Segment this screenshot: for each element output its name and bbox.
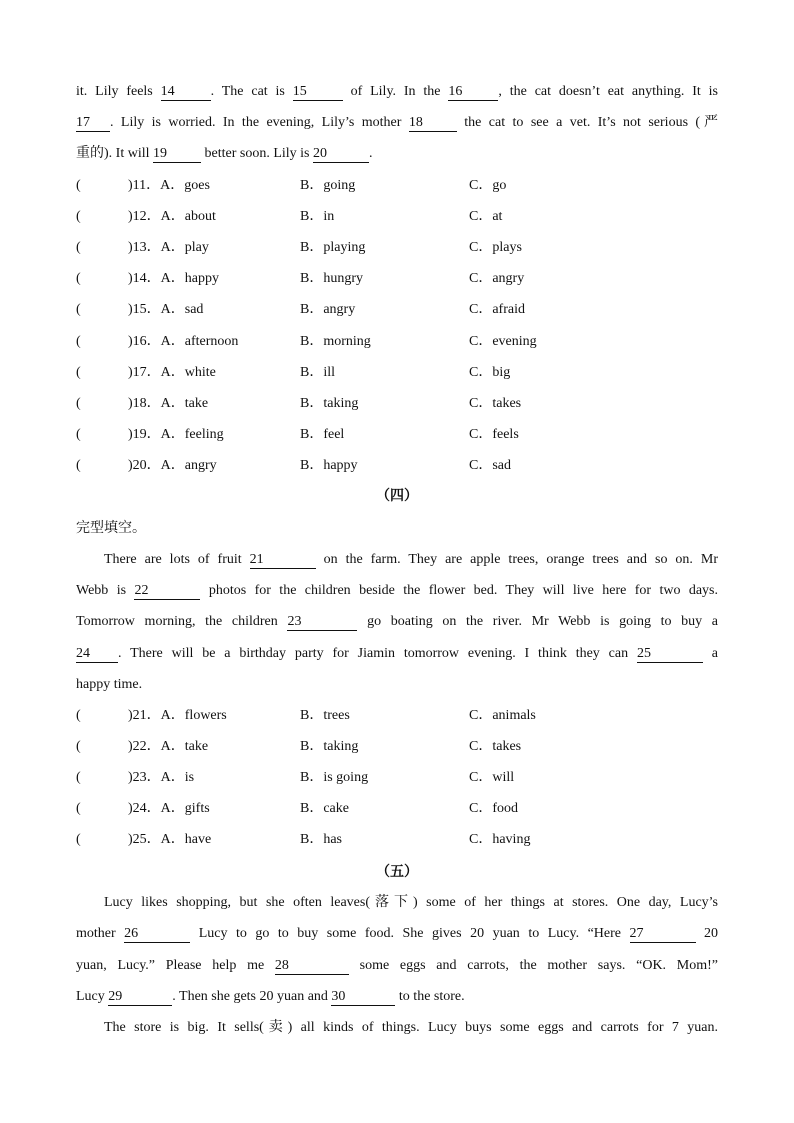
question-number-option-a: )15．A．sad bbox=[128, 302, 204, 318]
answer-bracket[interactable]: ( bbox=[76, 457, 81, 473]
answer-bracket[interactable]: ( bbox=[76, 801, 81, 817]
blank-26[interactable]: 26 bbox=[124, 926, 190, 943]
option-b: B．in bbox=[300, 209, 335, 225]
option-b: B．playing bbox=[300, 240, 366, 256]
question-number-option-a: )18．A．take bbox=[128, 395, 209, 411]
passage3-line-3: 重的). It will 19 better soon. Lily is 20 . bbox=[76, 146, 373, 161]
question-number-option-a: )17．A．white bbox=[128, 364, 216, 380]
option-b: B．angry bbox=[300, 302, 356, 318]
option-b: B．taking bbox=[300, 739, 359, 755]
answer-bracket[interactable]: ( bbox=[76, 271, 81, 287]
answer-bracket[interactable]: ( bbox=[76, 209, 81, 225]
option-b: B．has bbox=[300, 832, 342, 848]
answer-bracket[interactable]: ( bbox=[76, 240, 81, 256]
answer-bracket[interactable]: ( bbox=[76, 832, 81, 848]
blank-23[interactable]: 23 bbox=[287, 614, 357, 631]
section4-line-1: There are lots of fruit 21 on the farm. They are apple trees, orange trees and so on. Mr bbox=[104, 552, 719, 567]
option-b: B．feel bbox=[300, 426, 345, 442]
question-row bbox=[76, 394, 718, 414]
option-b: B．ill bbox=[300, 364, 336, 380]
section5-line-3: yuan, Lucy.” Please help me 28 some eggs and carrots, the mother says. “OK. Mom!” bbox=[76, 958, 718, 973]
option-c: C．takes bbox=[469, 395, 522, 411]
section5-line-2: mother 26 Lucy to go to buy some food. She gives 20 yuan to Lucy. “Here 27 20 bbox=[76, 926, 719, 941]
question-row bbox=[76, 799, 718, 819]
answer-bracket[interactable]: ( bbox=[76, 426, 81, 442]
question-row bbox=[76, 269, 718, 289]
question-row bbox=[76, 830, 718, 850]
answer-bracket[interactable]: ( bbox=[76, 708, 81, 723]
option-c: C．plays bbox=[469, 240, 522, 256]
answer-bracket[interactable]: ( bbox=[76, 333, 81, 349]
blank-27[interactable]: 27 bbox=[630, 926, 696, 943]
question-number-option-a: )24．A．gifts bbox=[128, 801, 210, 817]
option-c: C．evening bbox=[469, 333, 537, 349]
answer-bracket[interactable]: ( bbox=[76, 302, 81, 318]
option-b: B．morning bbox=[300, 333, 371, 349]
blank-19[interactable]: 19 bbox=[153, 146, 201, 163]
blank-17[interactable]: 17 bbox=[76, 115, 110, 132]
blank-18[interactable]: 18 bbox=[409, 115, 457, 132]
option-c: C．animals bbox=[469, 708, 536, 723]
option-b: B．is going bbox=[300, 770, 369, 786]
option-c: C．will bbox=[469, 770, 515, 786]
option-b: B．hungry bbox=[300, 271, 363, 287]
answer-bracket[interactable]: ( bbox=[76, 770, 81, 786]
question-row bbox=[76, 176, 718, 196]
question-number-option-a: )14．A．happy bbox=[128, 271, 219, 287]
section4-line-3: Tomorrow morning, the children 23 go boating on the river. Mr Webb is going to buy a bbox=[76, 614, 719, 629]
question-number-option-a: )23．A．is bbox=[128, 770, 195, 786]
option-c: C．go bbox=[469, 178, 507, 193]
blank-20[interactable]: 20 bbox=[313, 146, 369, 163]
blank-16[interactable]: 16 bbox=[448, 84, 498, 101]
blank-14[interactable]: 14 bbox=[161, 84, 211, 101]
option-b: B．taking bbox=[300, 395, 359, 411]
option-c: C．angry bbox=[469, 271, 525, 287]
option-c: C．at bbox=[469, 209, 503, 225]
question-number-option-a: )25．A．have bbox=[128, 832, 212, 848]
option-b: B．trees bbox=[300, 708, 350, 723]
option-c: C．food bbox=[469, 801, 518, 817]
option-c: C．takes bbox=[469, 739, 522, 755]
question-number-option-a: )13．A．play bbox=[128, 240, 209, 256]
option-c: C．big bbox=[469, 364, 511, 380]
option-b: B．going bbox=[300, 178, 356, 193]
answer-bracket[interactable]: ( bbox=[76, 178, 81, 193]
answer-bracket[interactable]: ( bbox=[76, 739, 81, 755]
option-c: C．feels bbox=[469, 426, 519, 442]
section4-heading: （四） bbox=[376, 488, 418, 504]
section5-line-4: Lucy 29 . Then she gets 20 yuan and 30 to the store. bbox=[76, 989, 465, 1004]
question-row bbox=[76, 737, 718, 757]
section5-heading: （五） bbox=[376, 864, 418, 880]
option-b: B．cake bbox=[300, 801, 349, 817]
question-row bbox=[76, 425, 718, 445]
blank-24[interactable]: 24 bbox=[76, 646, 118, 663]
blank-21[interactable]: 21 bbox=[250, 552, 316, 569]
blank-29[interactable]: 29 bbox=[108, 989, 172, 1006]
question-row bbox=[76, 207, 718, 227]
blank-15[interactable]: 15 bbox=[293, 84, 343, 101]
section4-instruction: 完型填空。 bbox=[76, 520, 146, 536]
option-b: B．happy bbox=[300, 457, 358, 473]
question-number-option-a: )16．A．afternoon bbox=[128, 333, 239, 349]
question-row bbox=[76, 456, 718, 476]
blank-22[interactable]: 22 bbox=[134, 583, 200, 600]
answer-bracket[interactable]: ( bbox=[76, 395, 81, 411]
question-row bbox=[76, 238, 718, 258]
question-number-option-a: )12．A．about bbox=[128, 209, 216, 225]
option-c: C．sad bbox=[469, 457, 511, 473]
question-number-option-a: )22．A．take bbox=[128, 739, 209, 755]
blank-28[interactable]: 28 bbox=[275, 958, 349, 975]
passage3-line-2: 17 . Lily is worried. In the evening, Lily’s mother 18 the cat to see a vet. It’s not serious (严 bbox=[76, 115, 719, 130]
question-number-option-a: )19．A．feeling bbox=[128, 426, 224, 442]
question-number-option-a: )20．A．angry bbox=[128, 457, 217, 473]
section4-line-2: Webb is 22 photos for the children beside the flower bed. They will live here for two days. bbox=[76, 583, 719, 598]
section4-line-5: happy time. bbox=[76, 677, 143, 692]
answer-bracket[interactable]: ( bbox=[76, 364, 81, 380]
option-c: C．afraid bbox=[469, 302, 525, 318]
question-row bbox=[76, 300, 718, 320]
question-row bbox=[76, 706, 718, 726]
blank-25[interactable]: 25 bbox=[637, 646, 703, 663]
section5-line-1: Lucy likes shopping, but she often leaves(落下) some of her things at stores. One day, Lucy’s bbox=[104, 895, 718, 910]
option-c: C．having bbox=[469, 832, 531, 848]
section4-line-4: 24 . There will be a birthday party for Jiamin tomorrow evening. I think they can 25 a bbox=[76, 646, 719, 661]
passage3-line-1: it. Lily feels 14 . The cat is 15 of Lily. In the 16 , the cat doesn’t eat anything. It is bbox=[76, 84, 718, 99]
question-row bbox=[76, 363, 718, 383]
question-row bbox=[76, 768, 718, 788]
blank-30[interactable]: 30 bbox=[331, 989, 395, 1006]
question-number-option-a: )11．A．goes bbox=[128, 178, 210, 193]
question-number-option-a: )21．A．flowers bbox=[128, 708, 227, 723]
section5-line-5: The store is big. It sells(卖) all kinds of things. Lucy buys some eggs and carrots for 7 yuan. bbox=[104, 1020, 718, 1035]
question-row bbox=[76, 332, 718, 352]
